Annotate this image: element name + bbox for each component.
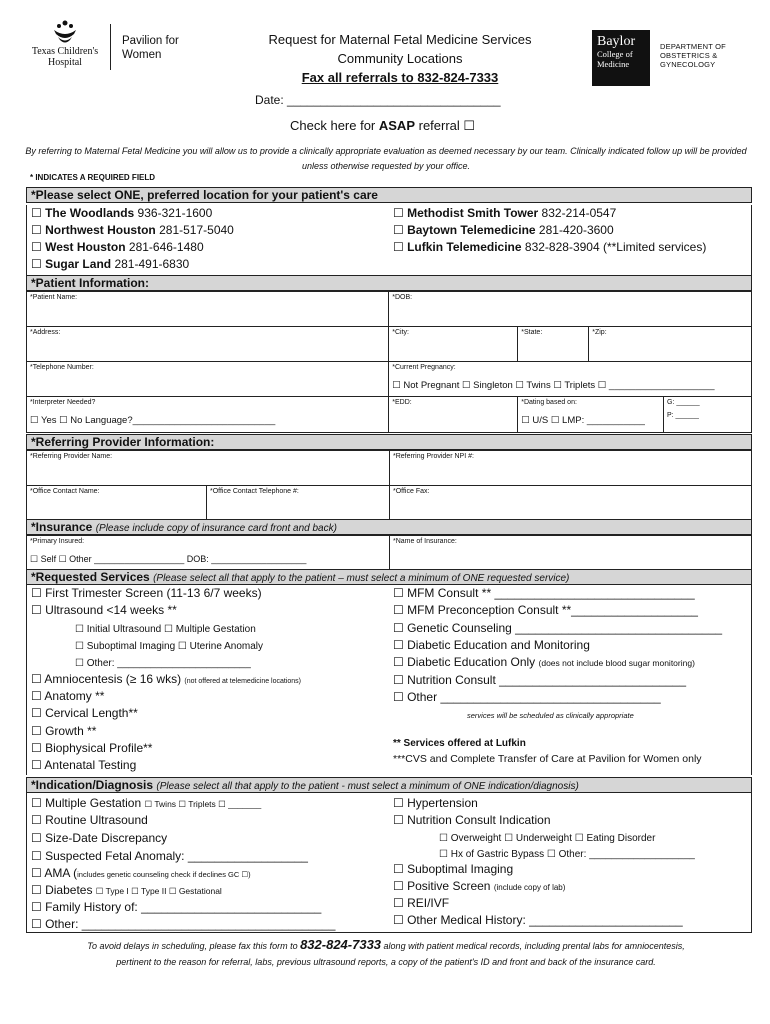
ama-note[interactable]: includes genetic counseling check if declines GC ☐) [77, 870, 251, 879]
pavilion-name: Pavilion for Women [122, 35, 179, 61]
services-title: *Requested Services [31, 570, 150, 584]
location-name: Methodist Smith Tower [407, 206, 539, 220]
service-first-trimester[interactable]: ☐ First Trimester Screen (11-13 6/7 weeks) [31, 586, 262, 600]
intro-text: By referring to Maternal Fetal Medicine you will allow us to provide a clinically appropriate evaluation as deemed necessary by our team. Clinically indicated follow up will be provided unless otherwise requested by your office. [25, 146, 747, 171]
state-field[interactable]: *State: [518, 327, 589, 362]
para[interactable]: P: ______ [667, 412, 699, 419]
footer-line1 [24, 937, 748, 954]
mult-label: ☐ Multiple Gestation [31, 796, 142, 810]
patient-table [26, 291, 752, 433]
required-note: * INDICATES A REQUIRED FIELD [30, 173, 156, 182]
location-name: Sugar Land [45, 257, 112, 271]
footer-note [24, 937, 748, 970]
location-northwest[interactable]: ☐ Northwest Houston 281-517-5040 [31, 223, 234, 237]
footer-line2: pertinent to the reason for referral, labs, previous ultrasound reports, a copy of the patient's ID and front and back of the insurance card. [116, 957, 656, 967]
dating-field[interactable] [518, 397, 664, 433]
interpreter-label: *Interpreter Needed? [30, 399, 96, 406]
ind-suboptimal[interactable]: ☐ Suboptimal Imaging [393, 862, 514, 876]
location-name: Baytown Telemedicine [407, 223, 536, 237]
indication-list [26, 793, 752, 933]
ind-multiple[interactable] [31, 795, 261, 813]
ind-rei[interactable]: ☐ REI/IVF [393, 896, 450, 910]
service-ultrasound[interactable]: ☐ Ultrasound <14 weeks ** [31, 603, 177, 617]
logo-divider [110, 24, 111, 70]
department-name [660, 42, 726, 69]
diab-sub[interactable]: ☐ Type I ☐ Type II ☐ Gestational [95, 886, 222, 896]
service-diabetic-ed[interactable]: ☐ Diabetic Education and Monitoring [393, 638, 590, 652]
form-title: Request for Maternal Fetal Medicine Services [268, 32, 532, 47]
city-field[interactable]: *City: [389, 327, 518, 362]
location-phone: 281-646-1480 [128, 240, 204, 254]
insurance-name-field[interactable]: *Name of Insurance: [390, 536, 752, 570]
provider-name-field[interactable]: *Referring Provider Name: [27, 451, 390, 486]
address-field[interactable]: *Address: [27, 327, 389, 362]
services-note: (Please select all that apply to the patient – must select a minimum of ONE requested service) [153, 573, 570, 584]
ind-anomaly[interactable]: ☐ Suspected Fetal Anomaly: __________________ [31, 849, 308, 863]
tch-logo [28, 20, 198, 80]
tch-name: Texas Children's Hospital [31, 46, 99, 68]
location-sugarland[interactable]: ☐ Sugar Land 281-491-6830 [31, 257, 190, 271]
provider-section-title: *Referring Provider Information: [26, 434, 752, 450]
location-phone: 281-517-5040 [159, 223, 234, 237]
location-lufkin[interactable]: ☐ Lufkin Telemedicine 832-828-3904 (**Limited services) [393, 240, 707, 254]
location-baytown[interactable]: ☐ Baytown Telemedicine 281-420-3600 [393, 223, 614, 237]
insurance-note: (Please include copy of insurance card front and back) [95, 523, 337, 534]
location-phone: 281-420-3600 [538, 223, 614, 237]
location-name: West Houston [45, 240, 126, 254]
amnio-label: ☐ Amniocentesis (≥ 16 wks) [31, 672, 182, 686]
ind-routine-us[interactable]: ☐ Routine Ultrasound [31, 813, 148, 827]
office-fax-field[interactable]: *Office Fax: [390, 486, 752, 521]
service-genetic[interactable]: ☐ Genetic Counseling _______________________________ [393, 621, 723, 635]
pos-label: ☐ Positive Screen [393, 879, 491, 893]
service-growth[interactable]: ☐ Growth ** [31, 724, 97, 738]
ind-hypertension[interactable]: ☐ Hypertension [393, 796, 478, 810]
ind-diabetes[interactable] [31, 882, 222, 900]
interpreter-field[interactable] [27, 397, 389, 433]
indication-section-title [26, 777, 752, 793]
zip-field[interactable]: *Zip: [589, 327, 752, 362]
diab-label: ☐ Diabetes [31, 883, 93, 897]
insurance-title: *Insurance [31, 520, 93, 534]
insurance-table [26, 535, 752, 570]
ind-ama[interactable] [31, 865, 251, 883]
ind-nutrition[interactable]: ☐ Nutrition Consult Indication [393, 813, 551, 827]
dm-note: (does not include blood sugar monitoring) [538, 658, 695, 668]
ind-nut-sub[interactable]: ☐ Overweight ☐ Underweight ☐ Eating Disorder [439, 833, 656, 844]
provider-npi-field[interactable]: *Referring Provider NPI #: [390, 451, 752, 486]
primary-insured-field[interactable] [27, 536, 390, 570]
interpreter-options[interactable]: ☐ Yes ☐ No Language?___________________________ [30, 415, 276, 426]
baylor-text: College of [597, 49, 633, 59]
location-westhouston[interactable]: ☐ West Houston 281-646-1480 [31, 240, 204, 254]
service-antenatal[interactable]: ☐ Antenatal Testing [31, 758, 137, 772]
location-phone: 832-828-3904 (**Limited services) [524, 240, 707, 254]
form-subtitle: Community Locations [337, 51, 463, 66]
service-preconception[interactable]: ☐ MFM Preconception Consult **___________________ [393, 603, 698, 617]
ind-size-date[interactable]: ☐ Size-Date Discrepancy [31, 831, 168, 845]
pos-note: (include copy of lab) [493, 883, 566, 892]
provider-table [26, 450, 752, 521]
location-phone: 281-491-6830 [114, 257, 190, 271]
insurance-section-title [26, 519, 752, 535]
footer-post: along with patient medical records, including prental labs for amniocentesis, [381, 941, 685, 951]
location-list [26, 205, 752, 275]
pregnancy-options[interactable]: ☐ Not Pregnant ☐ Singleton ☐ Twins ☐ Triplets ☐ ____________________ [392, 380, 715, 391]
mult-sub[interactable]: ☐ Twins ☐ Triplets ☐ _______ [144, 799, 262, 809]
services-section-title [26, 569, 752, 585]
baylor-logo [592, 30, 650, 86]
service-cervical[interactable]: ☐ Cervical Length** [31, 706, 138, 720]
location-name: Northwest Houston [45, 223, 156, 237]
asap-text: Check here for [290, 118, 379, 133]
baylor-text: Baylor [597, 34, 636, 49]
location-phone: 936-321-1600 [137, 206, 213, 220]
asap-bold: ASAP [378, 118, 415, 133]
location-name: The Woodlands [45, 206, 135, 220]
tch-emblem-icon [50, 20, 80, 46]
ind-nut-sub[interactable]: ☐ Hx of Gastric Bypass ☐ Other: ___________________ [439, 849, 695, 860]
footer-pre: To avoid delays in scheduling, please fax this form to [87, 941, 301, 951]
office-contact-field[interactable]: *Office Contact Name: [27, 486, 207, 521]
office-tel-field[interactable]: *Office Contact Telephone #: [207, 486, 390, 521]
service-us-sub[interactable]: ☐ Suboptimal Imaging ☐ Uterine Anomaly [75, 641, 264, 652]
ind-other-history[interactable]: ☐ Other Medical History: _______________________ [393, 913, 683, 927]
patient-section-title: *Patient Information: [26, 275, 752, 291]
location-woodlands[interactable]: ☐ The Woodlands 936-321-1600 [31, 206, 213, 220]
patient-name-field[interactable]: *Patient Name: [27, 292, 389, 327]
indication-note: (Please select all that apply to the patient - must select a minimum of ONE indication/diagnosis) [156, 781, 579, 792]
asap-checkbox[interactable] [290, 118, 475, 134]
ama-label: ☐ AMA ( [31, 866, 78, 880]
date-field[interactable]: Date: ________________________________ [255, 93, 501, 107]
location-methodist[interactable]: ☐ Methodist Smith Tower 832-214-0547 [393, 206, 617, 220]
services-list [26, 585, 752, 775]
pregnancy-label: *Current Pregnancy: [392, 364, 456, 371]
primary-label: *Primary Insured: [30, 538, 85, 545]
fax-instruction: Fax all referrals to 832-824-7333 [301, 70, 499, 85]
telephone-field[interactable]: *Telephone Number: [27, 362, 389, 397]
cvs-note: ***CVS and Complete Transfer of Care at Pavilion for Women only [393, 753, 702, 765]
baylor-text: Medicine [597, 59, 630, 69]
ind-other[interactable]: ☐ Other: ______________________________________ [31, 917, 336, 931]
service-other[interactable]: ☐ Other _________________________________ [393, 690, 661, 704]
indication-title: *Indication/Diagnosis [31, 778, 154, 792]
service-diabetic-only[interactable] [393, 654, 695, 672]
lufkin-note: ** Services offered at Lufkin [393, 738, 526, 749]
gp-field[interactable] [664, 397, 752, 433]
service-nutrition[interactable]: ☐ Nutrition Consult ____________________________ [393, 673, 686, 687]
schedule-note: services will be scheduled as clinically appropriate [467, 711, 634, 720]
dm-label: ☐ Diabetic Education Only [393, 655, 536, 669]
service-anatomy[interactable]: ☐ Anatomy ** [31, 689, 105, 703]
dept-line: GYNECOLOGY [660, 60, 716, 69]
location-phone: 832-214-0547 [541, 206, 617, 220]
service-us-sub[interactable]: ☐ Initial Ultrasound ☐ Multiple Gestation [75, 624, 256, 635]
dating-label: *Dating based on: [521, 399, 577, 406]
form-header [230, 30, 570, 87]
insured-options[interactable]: ☐ Self ☐ Other __________________ DOB: ___________________ [30, 554, 307, 564]
service-mfm-consult[interactable]: ☐ MFM Consult ** ______________________________ [393, 586, 695, 600]
service-us-sub[interactable]: ☐ Other: ________________________ [75, 658, 251, 669]
edd-field[interactable]: *EDD: [389, 397, 518, 433]
gravida[interactable]: G: ______ [667, 399, 700, 406]
dept-line: DEPARTMENT OF [660, 42, 726, 51]
dept-line: OBSTETRICS & [660, 51, 718, 60]
location-section-title: *Please select ONE, preferred location for your patient's care [26, 187, 752, 203]
service-bpp[interactable]: ☐ Biophysical Profile** [31, 741, 153, 755]
dob-field[interactable]: *DOB: [389, 292, 752, 327]
location-name: Lufkin Telemedicine [407, 240, 522, 254]
ind-positive-screen[interactable] [393, 878, 565, 896]
ind-family-history[interactable]: ☐ Family History of: ___________________________ [31, 900, 322, 914]
dating-options[interactable]: ☐ U/S ☐ LMP: ___________ [521, 415, 645, 426]
asap-box[interactable]: referral ☐ [415, 118, 476, 133]
amnio-note: (not offered at telemedicine locations) [184, 678, 302, 685]
pregnancy-field[interactable] [389, 362, 752, 397]
footer-fax: 832-824-7333 [300, 937, 382, 952]
